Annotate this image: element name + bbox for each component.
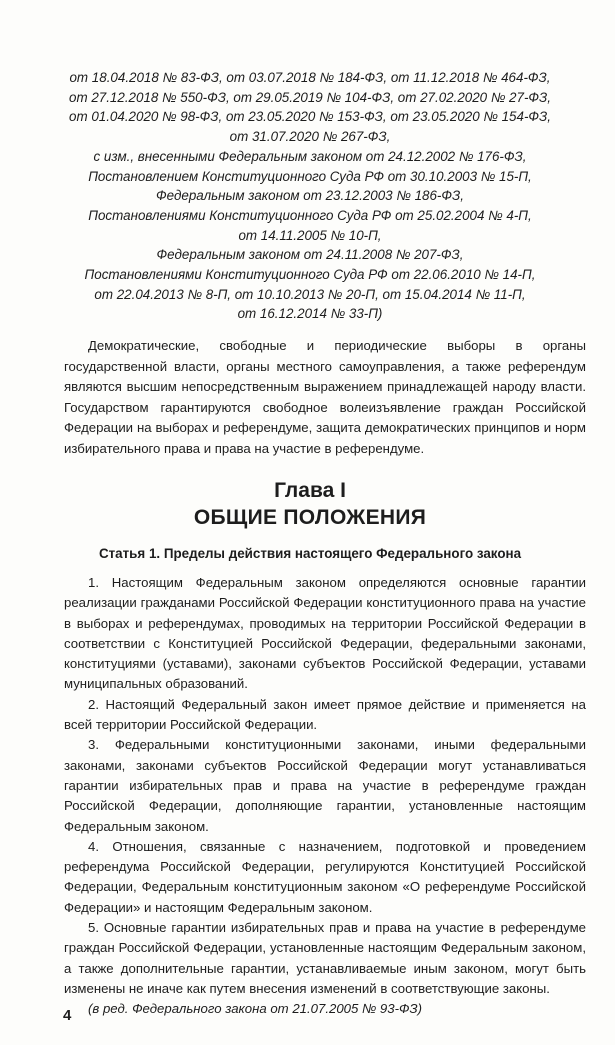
article-paragraph-5: 5. Основные гарантии избирательных прав и права на участие в референдуме граждан Российской Федерации, установленные настоящим Федеральным законом, а также дополнительные гарантии, устанавливаемые иным законом, могут быть изменены не иначе как путем внесения изменений в соответствующие законы.: [64, 920, 586, 996]
amendment-line: Постановлением Конституционного Суда РФ от 30.10.2003 № 15-П,: [88, 168, 532, 184]
amendment-line: от 18.04.2018 № 83-ФЗ, от 03.07.2018 № 184-ФЗ, от 11.12.2018 № 464-ФЗ,: [69, 70, 551, 85]
amendment-line: от 22.04.2013 № 8-П, от 10.10.2013 № 20-П, от 15.04.2014 № 11-П,: [94, 286, 526, 302]
amendment-line: Постановлениями Конституционного Суда РФ от 25.02.2004 № 4-П,: [88, 207, 532, 223]
amendment-line: Постановлениями Конституционного Суда РФ от 22.06.2010 № 14-П,: [84, 267, 536, 283]
edition-note: (в ред. Федерального закона от 21.07.2005 № 93-ФЗ): [88, 1001, 422, 1017]
preamble-paragraph: Демократические, свободные и периодические выборы в органы государственной власти, органы местного самоуправления, а также референдум являются высшим непосредственным выражением принадлежащей народу власти. Государством гарантируются свободное волеизъявление граждан Российской Федерации на выборах и референдуме, защита демократических принципов и норм избирательного права и права на участие в референдуме.: [64, 338, 586, 456]
article-title: Статья 1. Пределы действия настоящего Федерального закона: [98, 546, 522, 561]
article-body: [64, 573, 586, 1020]
amendment-line: с изм., внесенными Федеральным законом от 24.12.2002 № 176-ФЗ,: [93, 148, 527, 164]
page-number: 4: [63, 1007, 72, 1024]
article-paragraph-2: 2. Настоящий Федеральный закон имеет прямое действие и применяется на всей территории Российской Федерации.: [64, 696, 586, 733]
amendment-line: Федеральным законом от 23.12.2003 № 186-ФЗ,: [156, 188, 464, 204]
amendment-line: от 31.07.2020 № 267-ФЗ,: [229, 129, 391, 145]
chapter-title: ОБЩИЕ ПОЛОЖЕНИЯ: [193, 506, 427, 529]
amendment-line: от 16.12.2014 № 33-П): [237, 306, 383, 322]
preamble: [64, 336, 586, 460]
article-paragraph-1: 1. Настоящим Федеральным законом определяются основные гарантии реализации гражданами Российской Федерации конституционного права на участие в выборах и референдумах, проводимых на территории Российской Федерации в соответствии с Конституцией Российской Федерации, федеральными законами, конституциями (уставами), законами субъектов Российской Федерации, уставами муниципальных образований.: [64, 575, 586, 692]
amendment-line: от 27.12.2018 № 550-ФЗ, от 29.05.2019 № 104-ФЗ, от 27.02.2020 № 27-ФЗ,: [69, 89, 551, 105]
chapter-heading: [60, 478, 560, 532]
chapter-number: Глава I: [274, 479, 346, 502]
amendment-line: Федеральным законом от 24.11.2008 № 207-ФЗ,: [156, 247, 464, 263]
article-paragraph-3: 3. Федеральными конституционными законами, иными федеральными законами, законами субъектов Российской Федерации могут устанавливаться гарантии избирательных прав и права на участие в референдуме граждан Российской Федерации, дополняющие гарантии, установленные настоящим Федеральным законом.: [64, 737, 586, 834]
amendment-line: от 14.11.2005 № 10-П,: [238, 227, 382, 243]
amendments-list: [60, 68, 560, 324]
amendment-line: от 01.04.2020 № 98-ФЗ, от 23.05.2020 № 153-ФЗ, от 23.05.2020 № 154-ФЗ,: [69, 109, 551, 125]
article-paragraph-4: 4. Отношения, связанные с назначением, подготовкой и проведением референдума Российской Федерации, регулируются Конституцией Российской Федерации, Федеральным конституционным законом «О референдуме Российской Федерации» и настоящим Федеральным законом.: [64, 838, 586, 915]
